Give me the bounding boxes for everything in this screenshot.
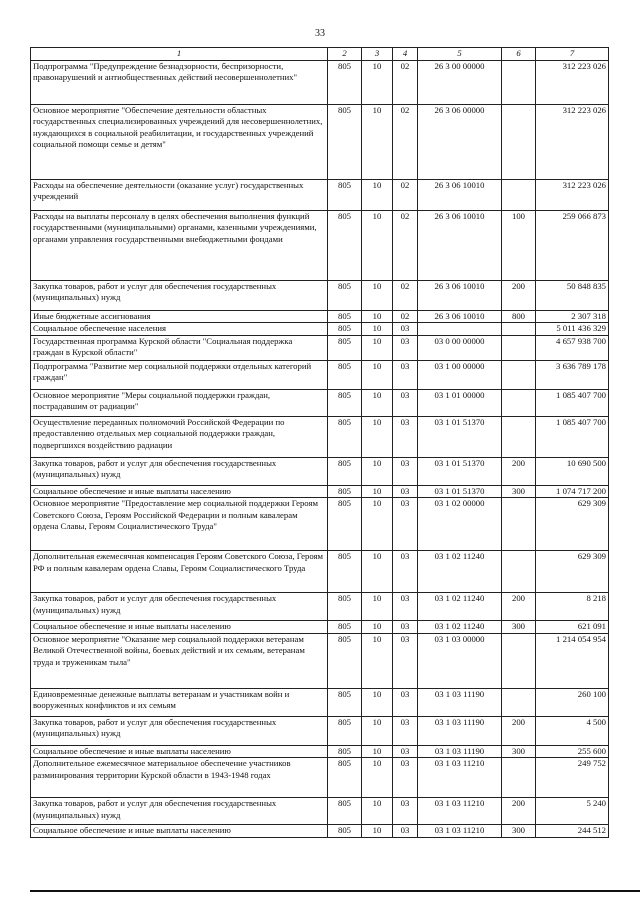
row-expense-type: [502, 105, 536, 180]
row-expense-type: [502, 61, 536, 105]
row-ministry-code: 805: [328, 716, 362, 745]
row-ministry-code: 805: [328, 211, 362, 281]
row-amount: 4 500: [536, 716, 609, 745]
row-ministry-code: 805: [328, 745, 362, 757]
row-amount: 5 011 436 329: [536, 323, 609, 335]
table-row: [31, 593, 609, 621]
row-expense-type: 100: [502, 211, 536, 281]
row-amount: 259 066 873: [536, 211, 609, 281]
column-header: 1: [31, 48, 328, 61]
row-section-code: 10: [362, 485, 393, 497]
table-row: [31, 716, 609, 745]
row-target-article: 03 1 01 51370: [418, 416, 502, 457]
row-expense-type: [502, 335, 536, 360]
row-expense-type: 200: [502, 716, 536, 745]
row-section-code: 10: [362, 389, 393, 416]
row-name: Основное мероприятие "Предоставление мер социальной поддержки Героям Советского Союза, Героям Российской Федерации и полным кавалерам ордена Славы, Героям Социалистического Труда": [31, 498, 328, 551]
row-name: Осуществление переданных полномочий Российской Федерации по предоставлению отдельных мер социальной поддержки граждан, подвергшихся воздействию радиации: [31, 416, 328, 457]
row-name: Основное мероприятие "Обеспечение деятельности областных государственных специализированных учреждений для несовершеннолетних, нуждающихся в социальной реабилитации, и государственных учреждений социальной помощи семье и детям": [31, 105, 328, 180]
row-ministry-code: 805: [328, 323, 362, 335]
row-section-code: 10: [362, 798, 393, 825]
row-subsection-code: 03: [393, 389, 418, 416]
row-subsection-code: 03: [393, 323, 418, 335]
row-expense-type: 200: [502, 798, 536, 825]
row-target-article: 03 0 00 00000: [418, 335, 502, 360]
row-ministry-code: 805: [328, 360, 362, 389]
row-ministry-code: 805: [328, 758, 362, 798]
row-subsection-code: 02: [393, 105, 418, 180]
row-subsection-code: 03: [393, 335, 418, 360]
table-row: [31, 211, 609, 281]
table-body: [31, 61, 609, 838]
table-row: [31, 621, 609, 633]
row-expense-type: [502, 498, 536, 551]
table-row: [31, 360, 609, 389]
row-expense-type: 200: [502, 457, 536, 485]
table-row: [31, 498, 609, 551]
column-header: 5: [418, 48, 502, 61]
row-name: Единовременные денежные выплаты ветеранам и участникам войн и вооруженных конфликтов и их семьям: [31, 688, 328, 716]
row-section-code: 10: [362, 551, 393, 593]
row-ministry-code: 805: [328, 551, 362, 593]
row-section-code: 10: [362, 323, 393, 335]
row-target-article: 03 1 02 11240: [418, 593, 502, 621]
row-amount: 629 309: [536, 551, 609, 593]
row-target-article: 03 1 03 00000: [418, 633, 502, 688]
row-name: Основное мероприятие "Оказание мер социальной поддержки ветеранам Великой Отечественной войны, боевых действий и их семьям, ветеранам труда и труженикам тыла": [31, 633, 328, 688]
row-ministry-code: 805: [328, 633, 362, 688]
table-row: [31, 798, 609, 825]
row-amount: 621 091: [536, 621, 609, 633]
row-section-code: 10: [362, 593, 393, 621]
table-row: [31, 323, 609, 335]
row-name: Социальное обеспечение и иные выплаты населению: [31, 825, 328, 837]
row-ministry-code: 805: [328, 485, 362, 497]
row-ministry-code: 805: [328, 498, 362, 551]
row-amount: 249 752: [536, 758, 609, 798]
row-name: Основное мероприятие "Меры социальной поддержки граждан, пострадавшим от радиации": [31, 389, 328, 416]
row-target-article: 26 3 06 10010: [418, 281, 502, 311]
page-number: 33: [315, 28, 325, 39]
table-row: [31, 633, 609, 688]
row-expense-type: 300: [502, 621, 536, 633]
row-amount: 50 848 835: [536, 281, 609, 311]
row-target-article: 26 3 06 00000: [418, 105, 502, 180]
row-target-article: 03 1 02 00000: [418, 498, 502, 551]
row-amount: 10 690 500: [536, 457, 609, 485]
table-row: [31, 457, 609, 485]
table-row: [31, 416, 609, 457]
row-amount: 1 085 407 700: [536, 389, 609, 416]
column-header: 4: [393, 48, 418, 61]
row-target-article: 03 1 03 11190: [418, 716, 502, 745]
table-row: [31, 688, 609, 716]
row-amount: 312 223 026: [536, 61, 609, 105]
row-amount: 1 074 717 200: [536, 485, 609, 497]
row-target-article: 03 1 01 51370: [418, 457, 502, 485]
row-expense-type: 300: [502, 825, 536, 837]
budget-table: [30, 47, 609, 838]
row-amount: 629 309: [536, 498, 609, 551]
row-ministry-code: 805: [328, 311, 362, 323]
row-name: Подпрограмма "Предупреждение безнадзорности, беспризорности, правонарушений и антиобщественных действий несовершеннолетних": [31, 61, 328, 105]
row-target-article: 26 3 00 00000: [418, 61, 502, 105]
table-row: [31, 311, 609, 323]
row-section-code: 10: [362, 281, 393, 311]
row-name: Дополнительная ежемесячная компенсация Героям Советского Союза, Героям РФ и полным кавалерам ордена Славы, Героям Социалистического Труда: [31, 551, 328, 593]
row-expense-type: [502, 416, 536, 457]
row-ministry-code: 805: [328, 281, 362, 311]
row-section-code: 10: [362, 61, 393, 105]
row-target-article: 26 3 06 10010: [418, 180, 502, 211]
row-subsection-code: 03: [393, 633, 418, 688]
row-amount: 2 307 318: [536, 311, 609, 323]
row-section-code: 10: [362, 211, 393, 281]
row-target-article: 03 1 01 00000: [418, 389, 502, 416]
row-amount: 4 657 938 700: [536, 335, 609, 360]
row-ministry-code: 805: [328, 61, 362, 105]
row-ministry-code: 805: [328, 416, 362, 457]
row-subsection-code: 02: [393, 180, 418, 211]
column-header: 2: [328, 48, 362, 61]
row-ministry-code: 805: [328, 798, 362, 825]
row-amount: 312 223 026: [536, 180, 609, 211]
row-target-article: 03 1 02 11240: [418, 551, 502, 593]
row-section-code: 10: [362, 105, 393, 180]
row-ministry-code: 805: [328, 180, 362, 211]
row-expense-type: 200: [502, 281, 536, 311]
row-target-article: 03 1 00 00000: [418, 360, 502, 389]
row-subsection-code: 03: [393, 825, 418, 837]
row-expense-type: [502, 758, 536, 798]
table-row: [31, 105, 609, 180]
row-target-article: 26 3 06 10010: [418, 311, 502, 323]
row-name: Дополнительное ежемесячное материальное обеспечение участников разминирования территории Курской области в 1943-1948 годах: [31, 758, 328, 798]
row-amount: 1 085 407 700: [536, 416, 609, 457]
table-row: [31, 281, 609, 311]
row-amount: 255 600: [536, 745, 609, 757]
table-row: [31, 485, 609, 497]
row-expense-type: [502, 323, 536, 335]
row-expense-type: [502, 551, 536, 593]
row-ministry-code: 805: [328, 825, 362, 837]
table-row: [31, 180, 609, 211]
row-name: Социальное обеспечение и иные выплаты населению: [31, 485, 328, 497]
row-name: Социальное обеспечение населения: [31, 323, 328, 335]
row-target-article: 03 1 03 11190: [418, 688, 502, 716]
row-ministry-code: 805: [328, 593, 362, 621]
row-amount: 260 100: [536, 688, 609, 716]
row-section-code: 10: [362, 498, 393, 551]
row-section-code: 10: [362, 825, 393, 837]
row-section-code: 10: [362, 621, 393, 633]
row-subsection-code: 03: [393, 716, 418, 745]
row-name: Расходы на обеспечение деятельности (оказание услуг) государственных учреждений: [31, 180, 328, 211]
row-section-code: 10: [362, 311, 393, 323]
row-section-code: 10: [362, 745, 393, 757]
row-amount: 8 218: [536, 593, 609, 621]
row-section-code: 10: [362, 633, 393, 688]
row-target-article: [418, 323, 502, 335]
table-row: [31, 551, 609, 593]
row-section-code: 10: [362, 758, 393, 798]
row-expense-type: [502, 633, 536, 688]
row-section-code: 10: [362, 335, 393, 360]
row-subsection-code: 03: [393, 745, 418, 757]
row-target-article: 26 3 06 10010: [418, 211, 502, 281]
table-row: [31, 825, 609, 837]
row-target-article: 03 1 03 11210: [418, 798, 502, 825]
row-ministry-code: 805: [328, 335, 362, 360]
table-row: [31, 335, 609, 360]
row-subsection-code: 02: [393, 281, 418, 311]
row-section-code: 10: [362, 688, 393, 716]
row-name: Закупка товаров, работ и услуг для обеспечения государственных (муниципальных) нужд: [31, 716, 328, 745]
row-target-article: 03 1 03 11210: [418, 758, 502, 798]
row-expense-type: [502, 688, 536, 716]
row-subsection-code: 03: [393, 457, 418, 485]
row-name: Закупка товаров, работ и услуг для обеспечения государственных (муниципальных) нужд: [31, 798, 328, 825]
column-header: 3: [362, 48, 393, 61]
row-amount: 244 512: [536, 825, 609, 837]
row-subsection-code: 03: [393, 551, 418, 593]
row-subsection-code: 03: [393, 360, 418, 389]
row-expense-type: [502, 180, 536, 211]
row-section-code: 10: [362, 716, 393, 745]
row-subsection-code: 03: [393, 621, 418, 633]
table-header-row: [31, 48, 609, 61]
row-expense-type: 300: [502, 485, 536, 497]
row-amount: 3 636 789 178: [536, 360, 609, 389]
row-name: Закупка товаров, работ и услуг для обеспечения государственных (муниципальных) нужд: [31, 457, 328, 485]
row-section-code: 10: [362, 180, 393, 211]
row-ministry-code: 805: [328, 389, 362, 416]
row-expense-type: 200: [502, 593, 536, 621]
column-header: 7: [536, 48, 609, 61]
row-subsection-code: 03: [393, 688, 418, 716]
row-expense-type: 800: [502, 311, 536, 323]
row-amount: 1 214 054 954: [536, 633, 609, 688]
row-name: Социальное обеспечение и иные выплаты населению: [31, 621, 328, 633]
row-target-article: 03 1 02 11240: [418, 621, 502, 633]
row-subsection-code: 03: [393, 498, 418, 551]
row-subsection-code: 03: [393, 593, 418, 621]
row-target-article: 03 1 03 11190: [418, 745, 502, 757]
row-ministry-code: 805: [328, 457, 362, 485]
row-subsection-code: 03: [393, 416, 418, 457]
row-subsection-code: 03: [393, 485, 418, 497]
row-ministry-code: 805: [328, 621, 362, 633]
row-subsection-code: 03: [393, 798, 418, 825]
row-name: Закупка товаров, работ и услуг для обеспечения государственных (муниципальных) нужд: [31, 281, 328, 311]
row-subsection-code: 02: [393, 311, 418, 323]
row-section-code: 10: [362, 360, 393, 389]
row-section-code: 10: [362, 457, 393, 485]
row-subsection-code: 02: [393, 211, 418, 281]
table-row: [31, 745, 609, 757]
table-row: [31, 758, 609, 798]
row-section-code: 10: [362, 416, 393, 457]
row-name: Расходы на выплаты персоналу в целях обеспечения выполнения функций государственными (муниципальными) органами, казенными учреждениями, органами управления государственными внебюджетными фондами: [31, 211, 328, 281]
bottom-rule: [30, 890, 640, 892]
row-name: Социальное обеспечение и иные выплаты населению: [31, 745, 328, 757]
row-target-article: 03 1 03 11210: [418, 825, 502, 837]
table-row: [31, 61, 609, 105]
row-amount: 5 240: [536, 798, 609, 825]
table-row: [31, 389, 609, 416]
row-amount: 312 223 026: [536, 105, 609, 180]
row-name: Закупка товаров, работ и услуг для обеспечения государственных (муниципальных) нужд: [31, 593, 328, 621]
row-target-article: 03 1 01 51370: [418, 485, 502, 497]
row-expense-type: [502, 360, 536, 389]
row-name: Государственная программа Курской области "Социальная поддержка граждан в Курской области": [31, 335, 328, 360]
column-header: 6: [502, 48, 536, 61]
row-subsection-code: 02: [393, 61, 418, 105]
row-ministry-code: 805: [328, 688, 362, 716]
row-name: Иные бюджетные ассигнования: [31, 311, 328, 323]
row-name: Подпрограмма "Развитие мер социальной поддержки отдельных категорий граждан": [31, 360, 328, 389]
row-subsection-code: 03: [393, 758, 418, 798]
row-ministry-code: 805: [328, 105, 362, 180]
row-expense-type: [502, 389, 536, 416]
row-expense-type: 300: [502, 745, 536, 757]
